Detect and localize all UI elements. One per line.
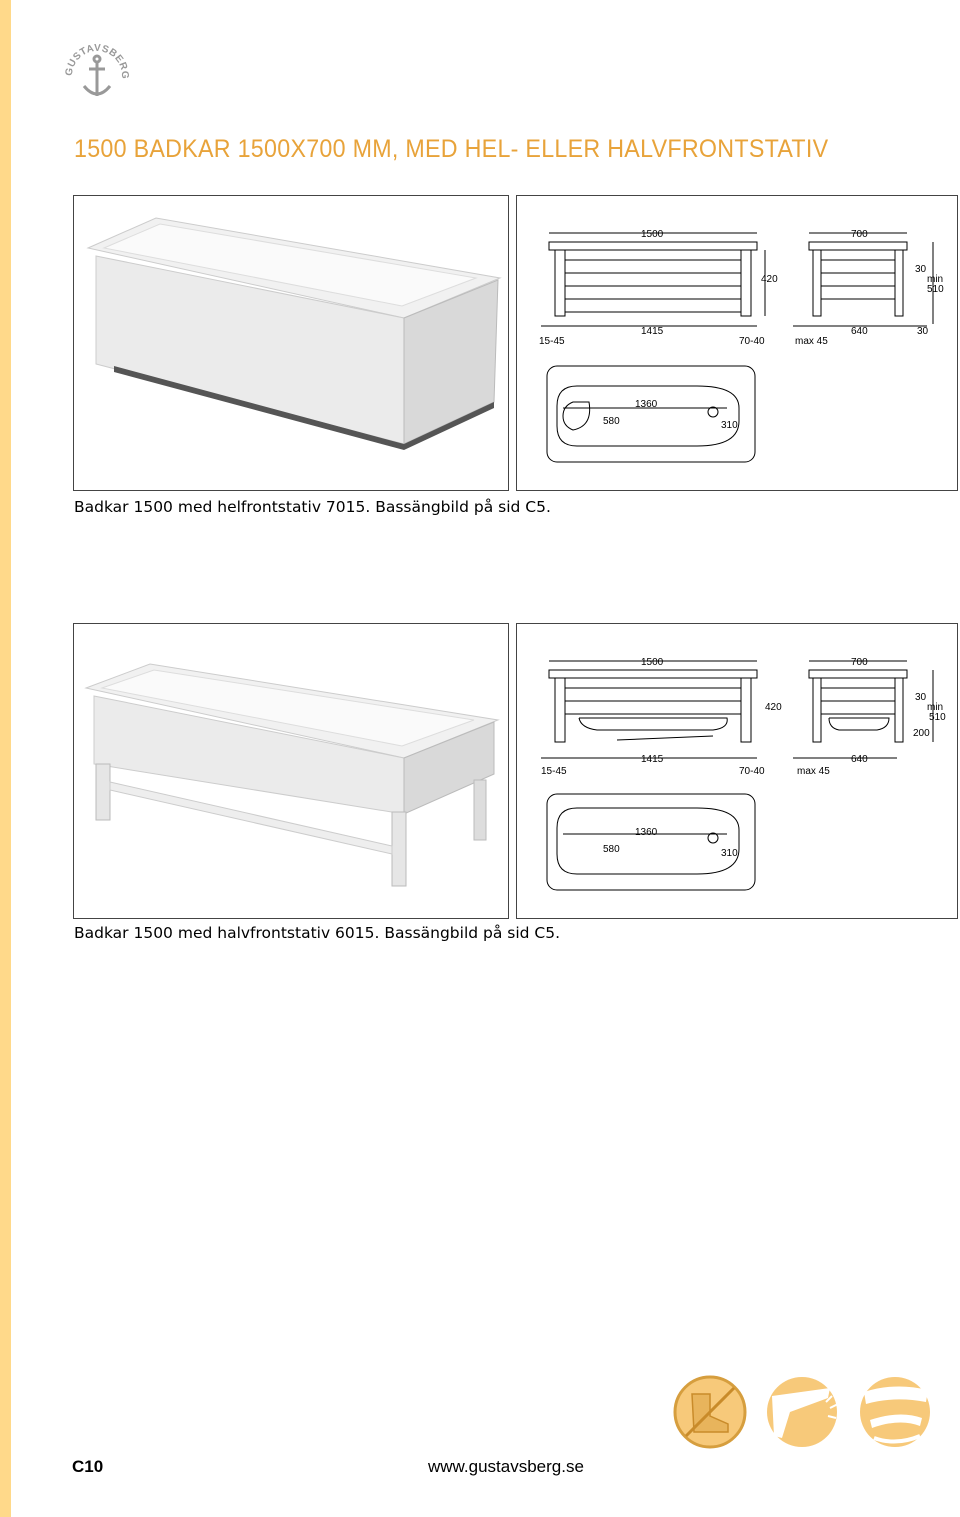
dim-height: 420 <box>761 274 778 285</box>
dim-top-gap: 30 <box>915 692 927 703</box>
no-shoe-icon <box>675 1377 745 1447</box>
product-photo-frame <box>73 195 509 491</box>
dim-basin-width: 580 <box>603 844 620 855</box>
dim-basin-width: 580 <box>603 416 620 427</box>
website-link[interactable]: www.gustavsberg.se <box>428 1457 584 1476</box>
gustavsberg-logo <box>62 40 132 102</box>
dim-length: 1500 <box>641 229 664 240</box>
feature-icons <box>670 1372 940 1452</box>
bathtub-half-front-photo <box>74 624 508 918</box>
dim-min: min <box>927 702 944 713</box>
dim-top-gap: 30 <box>915 264 927 275</box>
dim-basin-length: 1360 <box>635 827 658 838</box>
dim-min: min <box>927 274 944 285</box>
dim-height: 420 <box>765 702 782 713</box>
dim-max: max 45 <box>795 336 828 347</box>
side-stripe <box>0 0 11 1517</box>
technical-drawing-frame <box>516 623 958 919</box>
dim-inner: 1415 <box>641 754 664 765</box>
dim-depth: 640 <box>851 754 868 765</box>
product-caption: Badkar 1500 med helfrontstativ 7015. Bassängbild på sid C5. <box>74 498 551 516</box>
dim-min-val: 510 <box>929 712 946 723</box>
dim-width: 700 <box>851 229 868 240</box>
dim-right: 70-40 <box>739 766 765 777</box>
dim-left: 15-45 <box>541 766 567 777</box>
page-number: C10 <box>72 1457 104 1476</box>
dim-width: 700 <box>851 657 868 668</box>
dim-min-val: 510 <box>927 284 944 295</box>
svg-text:GUSTAVSBERG: GUSTAVSBERG <box>63 42 131 80</box>
shower-icon <box>767 1377 838 1447</box>
page-title: 1500 BADKAR 1500X700 MM, MED HEL- ELLER HALVFRONTSTATIV <box>74 135 829 163</box>
dim-right: 70-40 <box>739 336 765 347</box>
dim-left: 15-45 <box>539 336 565 347</box>
bath-fill-icon <box>860 1377 930 1447</box>
technical-drawing-frame <box>516 195 958 491</box>
bathtub-full-front-photo <box>74 196 508 490</box>
dim-depth: 640 <box>851 326 868 337</box>
product-photo-frame <box>73 623 509 919</box>
dim-length: 1500 <box>641 657 664 668</box>
product-caption: Badkar 1500 med halvfrontstativ 6015. Bassängbild på sid C5. <box>74 924 561 942</box>
dim-basin-length: 1360 <box>635 399 658 410</box>
dim-drain: 310 <box>721 848 738 859</box>
dimension-drawing <box>517 196 957 490</box>
dimension-drawing <box>517 624 957 918</box>
dim-bottom: 30 <box>917 326 929 337</box>
dim-inner: 1415 <box>641 326 664 337</box>
dim-low: 200 <box>913 728 930 739</box>
dim-max: max 45 <box>797 766 830 777</box>
dim-drain: 310 <box>721 420 738 431</box>
